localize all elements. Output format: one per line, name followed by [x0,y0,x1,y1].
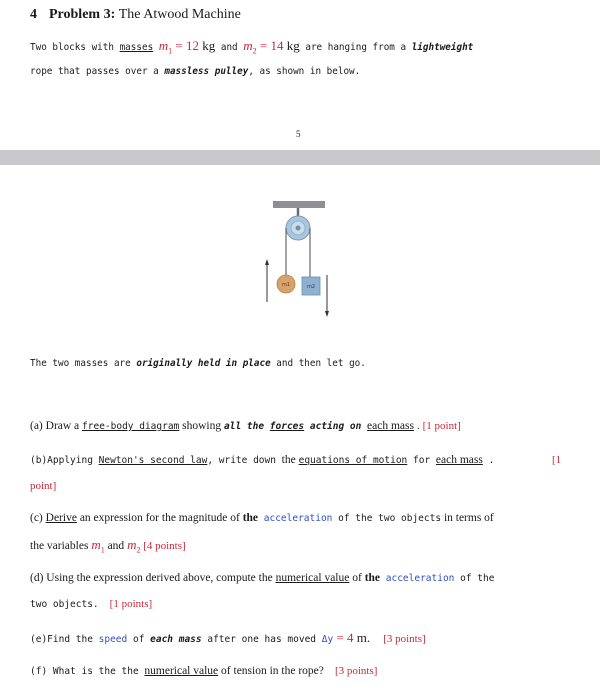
intro-line-2 [30,66,360,77]
points-badge: [1 points] [109,598,153,610]
m2-value: 14 [270,38,284,53]
question-d: (d) Using the expression derived above, compute the numerical value of the acceleration of the [30,572,495,584]
release-statement [30,358,366,369]
points-badge: [1 point] [422,420,461,432]
unit-kg: kg [199,38,216,53]
delta-y-symbol: Δy [321,634,334,645]
unit-kg: kg [283,38,300,53]
statement-text: and then let go. [270,358,366,369]
problem-label: Problem 3: [49,7,116,22]
intro-text: are hanging from a [299,42,412,53]
equals-sign: = [172,38,187,53]
mass-2-label: m2 [306,284,316,290]
problem-title: The Atwood Machine [118,7,241,22]
question-a: (a) Draw a free-body diagram showing all the forces acting on each mass . [1 point] [30,420,461,432]
problem-heading [30,7,241,23]
acceleration-term: acceleration [258,513,333,524]
intro-line-1 [30,38,473,56]
statement-text: The two masses are [30,358,137,369]
points-badge: point] [30,480,57,492]
page-number: 5 [296,129,301,139]
lightweight-term: lightweight [411,42,474,53]
arrow-down-head [325,311,329,317]
held-in-place-term: originally held in place [136,358,271,369]
points-badge: [3 points] [383,633,426,645]
intro-text: and [215,42,244,53]
atwood-diagram [250,195,350,325]
question-f: (f) What is the the numerical value of tension in the rope? [3 points] [30,665,378,677]
m1-symbol: $m_1$ [158,38,173,56]
page-divider [0,150,600,165]
free-body-term: free-body diagram [82,421,180,432]
section-number: 4 [30,7,37,22]
points-badge: [1 [552,454,562,466]
newton-term: Newton's second law [98,455,208,466]
acceleration-term: acceleration [380,573,455,584]
arrow-up-head [265,259,269,265]
question-c-line2: the variables $m_1$ and $m_2$ [4 points] [30,537,186,555]
speed-term: speed [98,634,128,645]
mass-1-label: m1 [281,282,291,288]
question-d-line2: two objects. [1 points] [30,598,153,610]
equals-sign: = [256,38,271,53]
ceiling-support [273,201,325,208]
massless-pulley-term: massless pulley [164,66,249,77]
m2-symbol: $m_2$ [243,38,257,56]
question-e: (e)Find the speed of each mass after one has moved Δy = 4 m. [3 points] [30,630,426,645]
points-badge: [3 points] [334,665,378,677]
intro-text: Two blocks with [30,42,114,53]
m1-value: 12 [186,38,200,53]
question-b: (b)Applying Newton's second law, write down the equations of motion for each mass . [30,454,495,466]
question-c: (c) Derive an expression for the magnitude of the acceleration of the two objects in terms of [30,512,494,524]
intro-text: , as shown in below. [248,66,361,77]
pulley-axle [296,226,301,231]
masses-term: masses [119,42,154,53]
points-badge: [4 points] [140,540,186,552]
intro-text: rope that passes over a [30,66,165,77]
